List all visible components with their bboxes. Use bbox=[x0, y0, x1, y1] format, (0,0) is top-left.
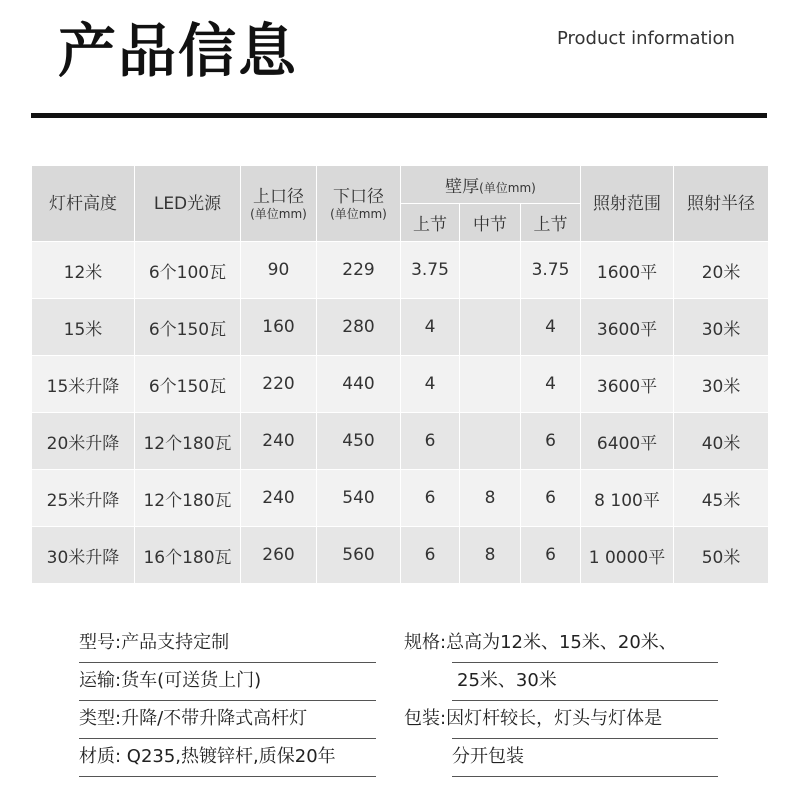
cell-led: 6个150瓦 bbox=[135, 356, 241, 413]
cell-wall-upper: 6 bbox=[401, 413, 460, 470]
cell-wall-middle bbox=[460, 299, 521, 356]
cell-radius: 45米 bbox=[674, 470, 769, 527]
header-wall-middle: 中节 bbox=[460, 204, 521, 242]
cell-led: 6个100瓦 bbox=[135, 242, 241, 299]
cell-range: 3600平 bbox=[581, 299, 674, 356]
header-radius: 照射半径 bbox=[674, 166, 769, 242]
cell-wall-middle: 8 bbox=[460, 470, 521, 527]
cell-range: 8 100平 bbox=[581, 470, 674, 527]
table-row bbox=[32, 242, 769, 299]
header-wall-thickness: 壁厚(单位mm) bbox=[401, 166, 581, 204]
note-material: 材质: Q235,热镀锌杆,质保20年 bbox=[79, 746, 336, 767]
cell-led: 12个180瓦 bbox=[135, 470, 241, 527]
table-row bbox=[32, 470, 769, 527]
cell-range: 1 0000平 bbox=[581, 527, 674, 584]
page-subtitle: Product information bbox=[557, 28, 735, 49]
cell-wall-middle bbox=[460, 356, 521, 413]
cell-top-diameter: 240 bbox=[241, 413, 317, 470]
cell-height: 25米升降 bbox=[32, 470, 135, 527]
note-type: 类型:升降/不带升降式高杆灯 bbox=[79, 708, 308, 729]
note-divider bbox=[79, 662, 376, 663]
cell-top-diameter: 260 bbox=[241, 527, 317, 584]
note-transport: 运输:货车(可送货上门) bbox=[79, 670, 262, 691]
header-top-diameter: 上口径 (单位mm) bbox=[241, 166, 317, 242]
cell-radius: 30米 bbox=[674, 356, 769, 413]
spec-table-body bbox=[32, 242, 769, 584]
cell-radius: 40米 bbox=[674, 413, 769, 470]
cell-wall-upper-2: 6 bbox=[521, 413, 581, 470]
page-title: 产品信息 bbox=[58, 17, 299, 85]
cell-led: 6个150瓦 bbox=[135, 299, 241, 356]
note-package: 包装:因灯杆较长，灯头与灯体是 bbox=[404, 708, 663, 729]
table-row bbox=[32, 299, 769, 356]
cell-wall-upper: 4 bbox=[401, 299, 460, 356]
header-led: LED光源 bbox=[135, 166, 241, 242]
note-divider bbox=[452, 662, 718, 663]
note-divider bbox=[79, 738, 376, 739]
cell-led: 16个180瓦 bbox=[135, 527, 241, 584]
cell-bottom-diameter: 450 bbox=[317, 413, 401, 470]
note-divider bbox=[79, 776, 376, 777]
cell-wall-upper-2: 6 bbox=[521, 527, 581, 584]
cell-height: 15米升降 bbox=[32, 356, 135, 413]
cell-bottom-diameter: 440 bbox=[317, 356, 401, 413]
cell-radius: 20米 bbox=[674, 242, 769, 299]
table-row bbox=[32, 356, 769, 413]
header-height: 灯杆高度 bbox=[32, 166, 135, 242]
cell-range: 3600平 bbox=[581, 356, 674, 413]
cell-wall-upper-2: 4 bbox=[521, 299, 581, 356]
cell-wall-upper: 6 bbox=[401, 527, 460, 584]
header-wall-upper: 上节 bbox=[401, 204, 460, 242]
note-divider bbox=[452, 700, 718, 701]
cell-radius: 50米 bbox=[674, 527, 769, 584]
cell-wall-upper-2: 3.75 bbox=[521, 242, 581, 299]
cell-height: 30米升降 bbox=[32, 527, 135, 584]
cell-led: 12个180瓦 bbox=[135, 413, 241, 470]
cell-top-diameter: 90 bbox=[241, 242, 317, 299]
cell-bottom-diameter: 540 bbox=[317, 470, 401, 527]
cell-bottom-diameter: 280 bbox=[317, 299, 401, 356]
header-range: 照射范围 bbox=[581, 166, 674, 242]
cell-wall-upper-2: 6 bbox=[521, 470, 581, 527]
note-divider bbox=[79, 700, 376, 701]
cell-wall-middle bbox=[460, 242, 521, 299]
table-row bbox=[32, 413, 769, 470]
cell-radius: 30米 bbox=[674, 299, 769, 356]
cell-range: 1600平 bbox=[581, 242, 674, 299]
cell-wall-upper: 4 bbox=[401, 356, 460, 413]
cell-wall-middle: 8 bbox=[460, 527, 521, 584]
cell-wall-middle bbox=[460, 413, 521, 470]
note-spec-cont: 25米、30米 bbox=[457, 670, 557, 691]
cell-height: 15米 bbox=[32, 299, 135, 356]
spec-table bbox=[31, 165, 769, 584]
cell-bottom-diameter: 229 bbox=[317, 242, 401, 299]
cell-range: 6400平 bbox=[581, 413, 674, 470]
cell-wall-upper: 6 bbox=[401, 470, 460, 527]
cell-bottom-diameter: 560 bbox=[317, 527, 401, 584]
cell-height: 12米 bbox=[32, 242, 135, 299]
cell-wall-upper-2: 4 bbox=[521, 356, 581, 413]
cell-top-diameter: 240 bbox=[241, 470, 317, 527]
note-spec: 规格:总高为12米、15米、20米、 bbox=[404, 632, 677, 653]
header-wall-upper-2: 上节 bbox=[521, 204, 581, 242]
table-row bbox=[32, 527, 769, 584]
header-bottom-diameter: 下口径 (单位mm) bbox=[317, 166, 401, 242]
cell-height: 20米升降 bbox=[32, 413, 135, 470]
note-divider bbox=[452, 738, 718, 739]
note-divider bbox=[452, 776, 718, 777]
title-divider bbox=[31, 113, 767, 118]
cell-top-diameter: 220 bbox=[241, 356, 317, 413]
note-package-cont: 分开包装 bbox=[452, 746, 524, 767]
cell-top-diameter: 160 bbox=[241, 299, 317, 356]
note-model: 型号:产品支持定制 bbox=[79, 632, 230, 653]
cell-wall-upper: 3.75 bbox=[401, 242, 460, 299]
